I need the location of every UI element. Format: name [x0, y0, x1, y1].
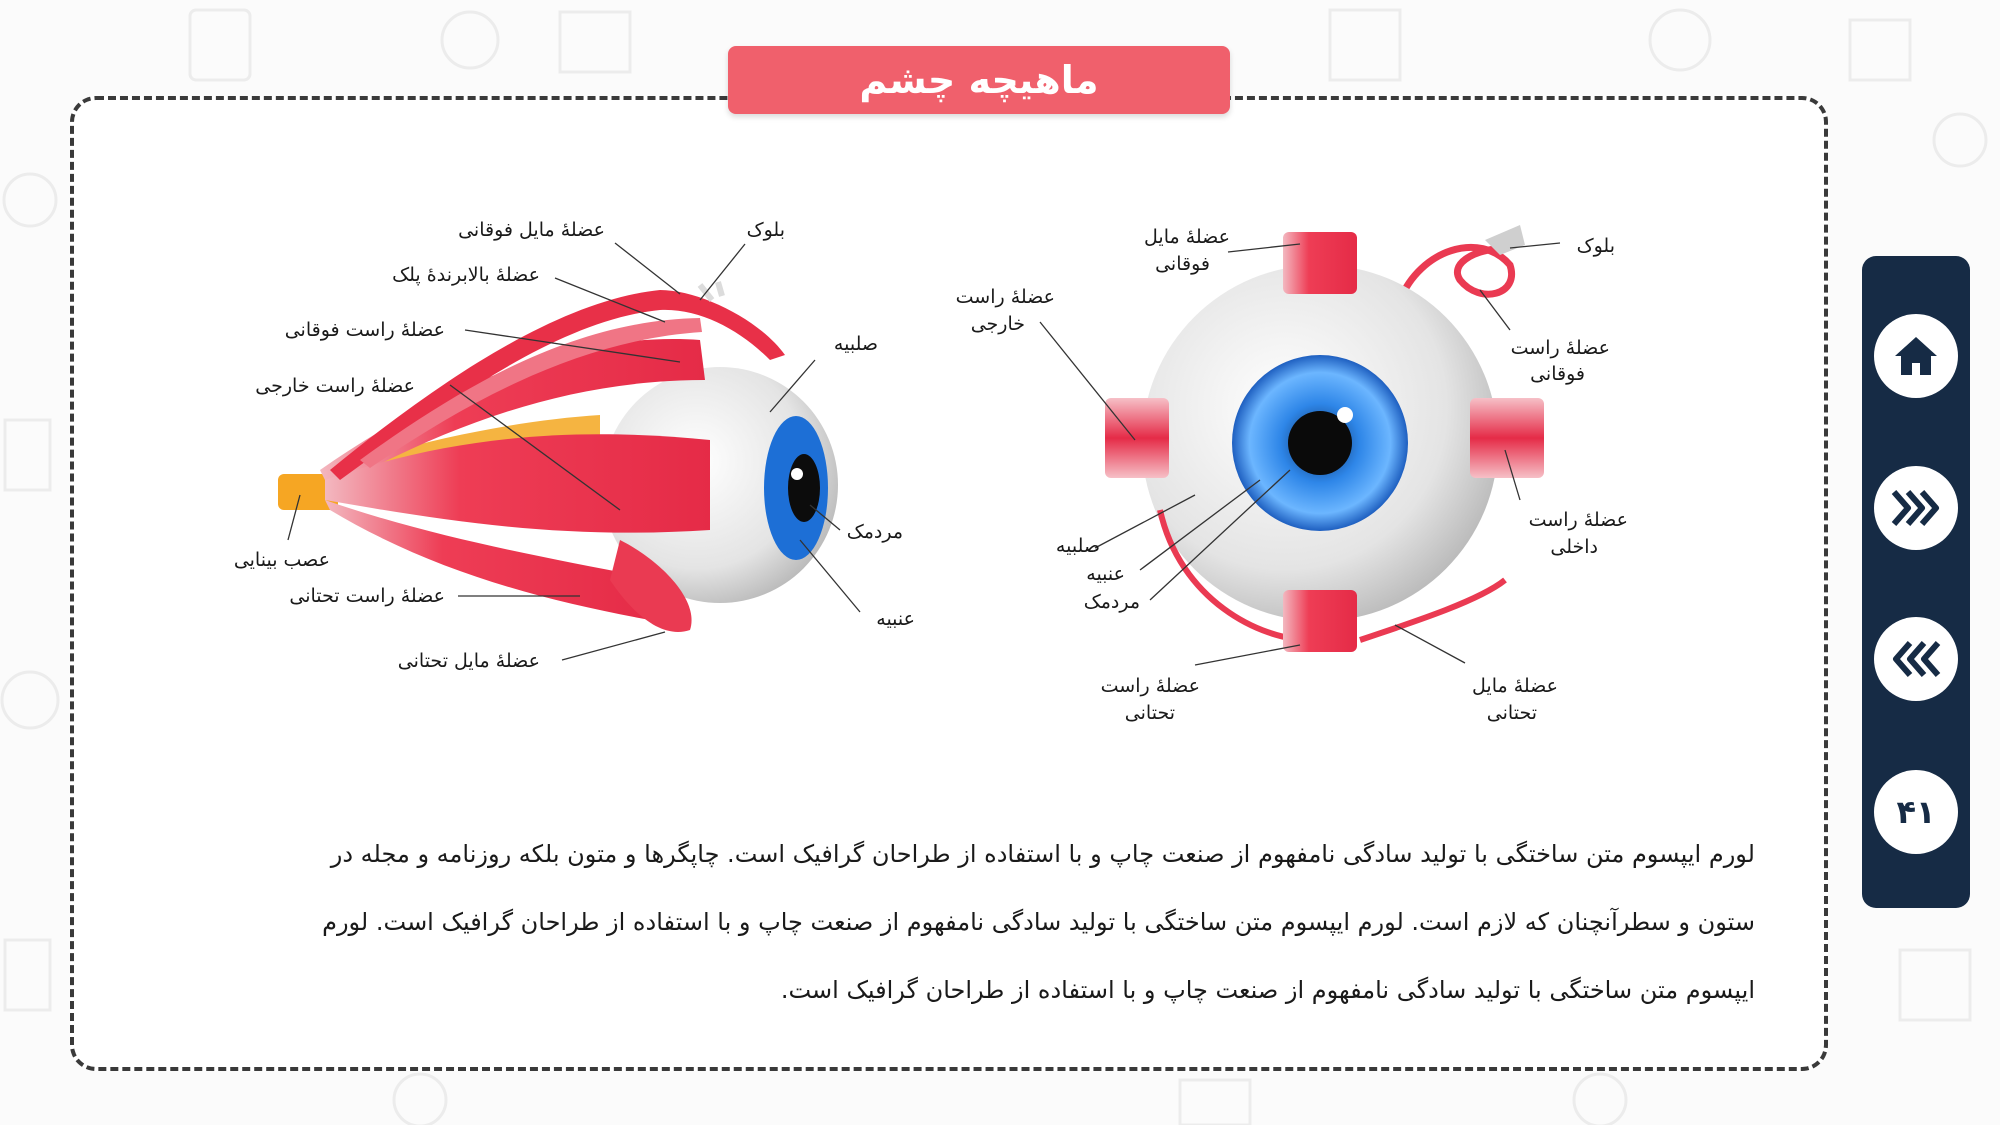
- label-lateral-rectus-2: خارجی: [970, 313, 1025, 335]
- label-inferior-rectus-2: تحتانی: [1124, 702, 1175, 724]
- label-sclera-front: صلبیه: [1055, 535, 1100, 557]
- label-inferior-rectus-1: عضلهٔ راست: [1100, 675, 1200, 697]
- label-inferior-oblique-2: تحتانی: [1486, 702, 1537, 724]
- body-paragraph: [130, 820, 1755, 1024]
- next-button[interactable]: [1874, 466, 1958, 550]
- label-superior-rectus-1: عضلهٔ راست: [1510, 337, 1610, 359]
- page-title: ماهیچه چشم: [728, 46, 1230, 114]
- label-inferior-oblique: عضلهٔ مایل تحتانی: [397, 650, 540, 672]
- label-iris-front: عنبیه: [1086, 563, 1125, 585]
- label-inferior-oblique-1: عضلهٔ مایل: [1472, 675, 1558, 697]
- label-trochlea-front: بلوک: [1576, 235, 1615, 257]
- page-number-badge: [1874, 770, 1958, 854]
- label-pupil: مردمک: [846, 521, 903, 543]
- front-view-illustration: [1105, 225, 1544, 652]
- home-icon: [1892, 334, 1940, 378]
- label-lateral-rectus: عضلهٔ راست خارجی: [255, 375, 415, 397]
- label-superior-oblique: عضلهٔ مایل فوقانی: [458, 219, 605, 241]
- label-superior-rectus-2: فوقانی: [1530, 363, 1585, 385]
- muscle-inferior-rectus: [1283, 590, 1357, 652]
- chevrons-left-icon: [1890, 639, 1942, 679]
- label-iris: عنبیه: [876, 608, 915, 630]
- label-optic-nerve: عصب بینایی: [233, 549, 330, 571]
- muscle-medial-rectus: [1470, 398, 1544, 478]
- label-superior-rectus: عضلهٔ راست فوقانی: [284, 319, 445, 341]
- home-button[interactable]: [1874, 314, 1958, 398]
- label-lateral-rectus-1: عضلهٔ راست: [955, 286, 1055, 308]
- label-pupil-front: مردمک: [1083, 591, 1140, 613]
- chevrons-right-icon: [1890, 488, 1942, 528]
- side-pupil: [788, 454, 820, 522]
- label-medial-rectus-2: داخلی: [1550, 536, 1598, 558]
- muscle-lateral-rectus: [1105, 398, 1169, 478]
- paragraph-line-1: لورم ایپسوم متن ساختگی با تولید سادگی نامفهوم از صنعت چاپ و با استفاده از طراحان گرافیک است. چاپگرها و متون بلکه روزنامه و مجله در: [330, 840, 1755, 868]
- muscle-superior-rectus: [1283, 232, 1357, 294]
- page-number: ۴۱: [1896, 793, 1936, 831]
- label-trochlea: بلوک: [746, 219, 785, 241]
- label-superior-oblique-2: فوقانی: [1155, 253, 1210, 275]
- label-sclera: صلبیه: [833, 333, 878, 355]
- label-medial-rectus-1: عضلهٔ راست: [1528, 509, 1628, 531]
- label-inferior-rectus: عضلهٔ راست تحتانی: [289, 585, 445, 607]
- paragraph-line-2: ستون و سطرآنچنان که لازم است. لورم ایپسوم متن ساختگی با تولید سادگی نامفهوم از صنعت چاپ و با استفاده از طراحان گرافیک است. لورم: [322, 908, 1755, 936]
- label-levator: عضلهٔ بالابرندهٔ پلک: [392, 264, 540, 286]
- prev-button[interactable]: [1874, 617, 1958, 701]
- label-superior-oblique-1: عضلهٔ مایل: [1144, 226, 1230, 248]
- paragraph-line-3: ایپسوم متن ساختگی با تولید سادگی نامفهوم از صنعت چاپ و با استفاده از طراحان گرافیک است.: [780, 976, 1755, 1004]
